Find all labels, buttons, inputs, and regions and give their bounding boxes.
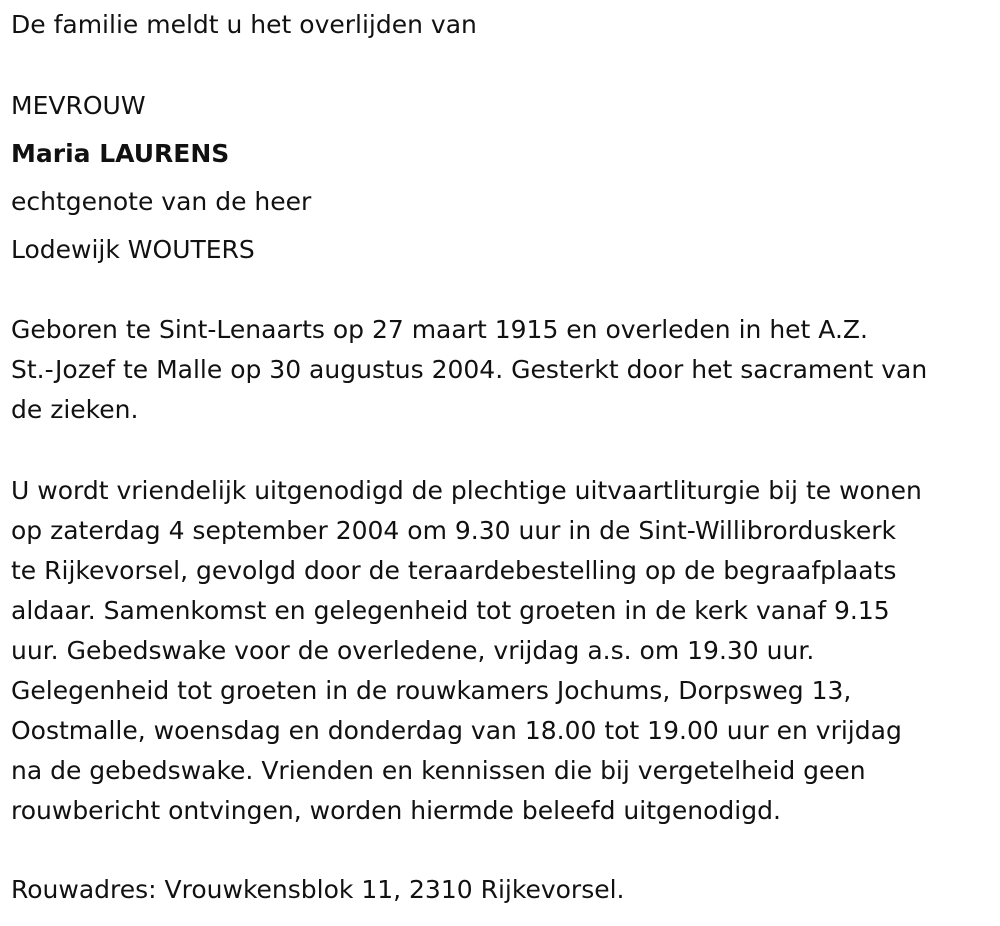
ceremony-paragraph-line: uur. Gebedswake voor de overledene, vrijdag a.s. om 19.30 uur.	[11, 636, 815, 665]
birth-paragraph-line: St.-Jozef te Malle op 30 augustus 2004. Gesterkt door het sacrament van	[11, 355, 928, 384]
honorific: MEVROUW	[11, 91, 146, 120]
ceremony-paragraph-line: te Rijkevorsel, gevolgd door de teraardebestelling op de begraafplaats	[11, 556, 897, 585]
ceremony-paragraph-line: op zaterdag 4 september 2004 om 9.30 uur in de Sint-Willibrorduskerk	[11, 516, 896, 545]
birth-paragraph-line: de zieken.	[11, 395, 139, 424]
relation-text: echtgenote van de heer	[11, 187, 312, 216]
ceremony-paragraph-line: U wordt vriendelijk uitgenodigd de plechtige uitvaartliturgie bij te wonen	[11, 476, 922, 505]
mourning-address: Rouwadres: Vrouwkensblok 11, 2310 Rijkevorsel.	[11, 875, 625, 904]
ceremony-paragraph-line: rouwbericht ontvingen, worden hiermde beleefd uitgenodigd.	[11, 796, 781, 825]
ceremony-paragraph-line: Gelegenheid tot groeten in de rouwkamers Jochums, Dorpsweg 13,	[11, 676, 852, 705]
ceremony-paragraph-line: Oostmalle, woensdag en donderdag van 18.00 tot 19.00 uur en vrijdag	[11, 716, 902, 745]
spouse-name: Lodewijk WOUTERS	[11, 235, 255, 264]
ceremony-paragraph-line: na de gebedswake. Vrienden en kennissen die bij vergetelheid geen	[11, 756, 866, 785]
ceremony-paragraph-line: aldaar. Samenkomst en gelegenheid tot groeten in de kerk vanaf 9.15	[11, 596, 890, 625]
deceased-name: Maria LAURENS	[11, 139, 230, 168]
intro-text: De familie meldt u het overlijden van	[11, 10, 477, 39]
birth-paragraph-line: Geboren te Sint-Lenaarts op 27 maart 1915 en overleden in het A.Z.	[11, 315, 868, 344]
